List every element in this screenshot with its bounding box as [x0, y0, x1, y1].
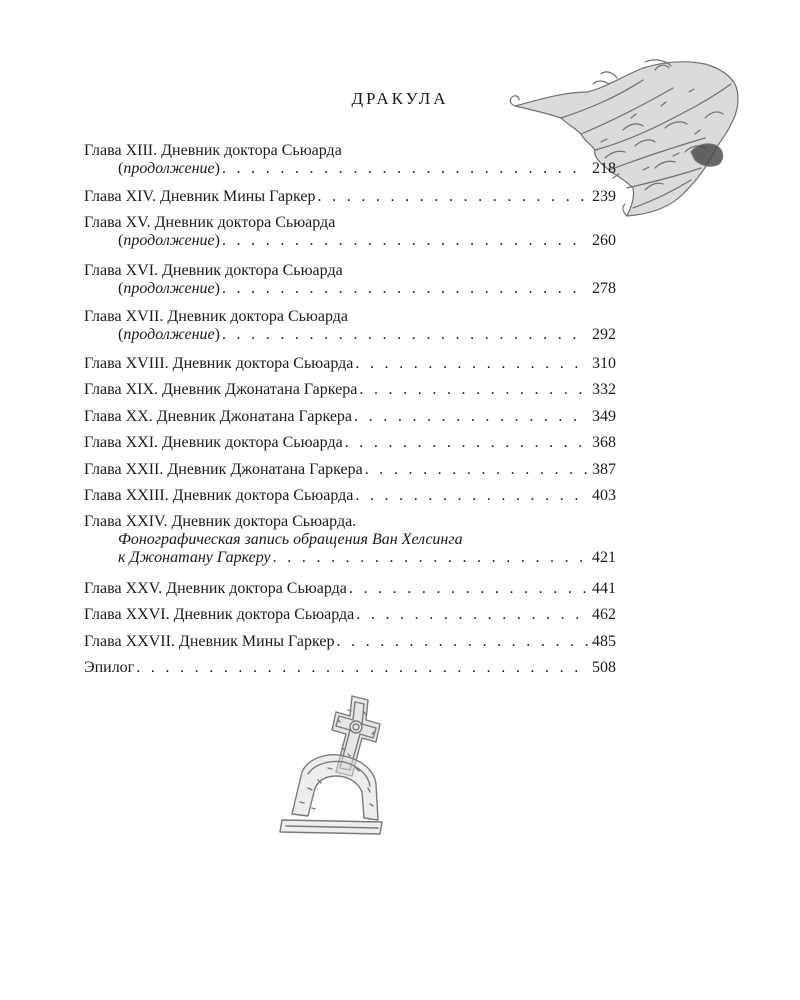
- dot-leader: [318, 188, 588, 206]
- page-number: 403: [592, 487, 616, 504]
- toc-entry-title: [84, 633, 334, 651]
- toc-entry-title-line: Глава XIII. Дневник доктора Сьюарда: [84, 142, 342, 159]
- toc-title-text: Глава XXVI. Дневник доктора Сьюарда: [84, 606, 355, 623]
- dot-leader: [345, 434, 588, 452]
- dot-leader: [136, 659, 588, 677]
- toc-entry: [84, 487, 616, 505]
- toc-title-italic: продолжение: [123, 232, 215, 249]
- toc-entry-title: [84, 487, 353, 505]
- toc-entry: [84, 659, 616, 677]
- toc-title-text: Глава XXIII. Дневник доктора Сьюарда: [84, 487, 354, 504]
- toc-entry: [84, 381, 616, 399]
- toc-entry-title: [118, 549, 271, 567]
- dot-leader: [222, 160, 588, 178]
- page-number: 349: [592, 408, 616, 425]
- toc-title-text: Глава XXI. Дневник доктора Сьюарда: [84, 434, 343, 451]
- dot-leader: [359, 381, 588, 399]
- toc-title-text: Эпилог: [84, 659, 135, 676]
- toc-entry: [84, 580, 616, 598]
- toc-entry-title: [84, 606, 354, 624]
- toc-entry: [84, 606, 616, 624]
- dot-leader: [222, 326, 588, 344]
- toc-entry: [84, 308, 616, 344]
- toc-title-text: Глава XIX. Дневник Джонатана Гаркера: [84, 381, 358, 398]
- toc-entry-title-line: Фонографическая запись обращения Ван Хелсинга: [118, 531, 463, 548]
- dot-leader: [365, 461, 588, 479]
- toc-title-text: Глава XXV. Дневник доктора Сьюарда: [84, 580, 347, 597]
- toc-entry-title-line: Глава XXIV. Дневник доктора Сьюарда.: [84, 513, 357, 530]
- toc-title-text: (: [118, 232, 124, 249]
- toc-title-suffix: ): [214, 232, 220, 249]
- toc-title-text: Глава XXVII. Дневник Мины Гаркер: [84, 633, 335, 650]
- page-number: 508: [592, 659, 616, 676]
- page-number: 278: [592, 280, 616, 297]
- toc-entry-title-line: Глава XVII. Дневник доктора Сьюарда: [84, 308, 349, 325]
- dot-leader: [222, 280, 588, 298]
- dot-leader: [356, 606, 588, 624]
- toc-entry: [84, 408, 616, 426]
- toc-entry: [84, 461, 616, 479]
- page-number: 332: [592, 381, 616, 398]
- toc-entry-title: [118, 326, 220, 344]
- toc-title-suffix: ): [214, 160, 220, 177]
- toc-entry-title: [84, 461, 363, 479]
- toc-entry-title: [84, 659, 134, 677]
- dot-leader: [355, 487, 588, 505]
- page-number: 260: [592, 232, 616, 249]
- toc-entry-title: [84, 355, 353, 373]
- dot-leader: [336, 633, 588, 651]
- toc-entry-title: [84, 188, 316, 206]
- toc-title-suffix: ): [214, 326, 220, 343]
- toc-entry: [84, 262, 616, 298]
- toc-title-italic: продолжение: [123, 280, 215, 297]
- toc-title-text: Глава XX. Дневник Джонатана Гаркера: [84, 408, 353, 425]
- toc-entry-title: [84, 580, 347, 598]
- toc-title-italic: продолжение: [123, 160, 215, 177]
- toc-title-italic: продолжение: [123, 326, 215, 343]
- toc-entry-title: [118, 232, 220, 250]
- tombstone-cross-icon: [278, 688, 388, 843]
- dot-leader: [355, 355, 588, 373]
- toc-entry: [84, 142, 616, 178]
- toc-entry-title: [84, 381, 357, 399]
- toc-entry-title-line: Глава XV. Дневник доктора Сьюарда: [84, 214, 336, 231]
- toc-title-text: Глава XVIII. Дневник доктора Сьюарда: [84, 355, 354, 372]
- page-number: 387: [592, 461, 616, 478]
- page-number: 292: [592, 326, 616, 343]
- page-number: 218: [592, 160, 616, 177]
- page-number: 462: [592, 606, 616, 623]
- page-number: 485: [592, 633, 616, 650]
- toc-entry: [84, 214, 616, 250]
- toc-entry: [84, 434, 616, 452]
- dot-leader: [354, 408, 588, 426]
- toc-title-text: (: [118, 280, 124, 297]
- toc-title-suffix: ): [214, 280, 220, 297]
- book-title: ДРАКУЛА: [351, 89, 449, 108]
- toc-entry: [84, 188, 616, 206]
- toc-entry-title-line: Глава XVI. Дневник доктора Сьюарда: [84, 262, 343, 279]
- toc-entry-title: [84, 434, 343, 452]
- toc-entry-title: [84, 408, 352, 426]
- toc-entry-title: [118, 280, 220, 298]
- toc-title-text: (: [118, 160, 124, 177]
- toc-entry: [84, 633, 616, 651]
- toc-entry: [84, 355, 616, 373]
- toc-title-text: Глава XXII. Дневник Джонатана Гаркера: [84, 461, 363, 478]
- page-number: 421: [592, 549, 616, 566]
- page-number: 368: [592, 434, 616, 451]
- dot-leader: [222, 232, 588, 250]
- dot-leader: [349, 580, 588, 598]
- toc-entry-title: [118, 160, 220, 178]
- toc-title-text: (: [118, 326, 124, 343]
- toc-title-italic: к Джонатану Гаркеру: [118, 549, 271, 566]
- page-number: 441: [592, 580, 616, 597]
- dot-leader: [273, 549, 588, 567]
- page-number: 310: [592, 355, 616, 372]
- page-number: 239: [592, 188, 616, 205]
- toc-title-text: Глава XIV. Дневник Мины Гаркер: [84, 188, 316, 205]
- toc-entry: [84, 513, 616, 567]
